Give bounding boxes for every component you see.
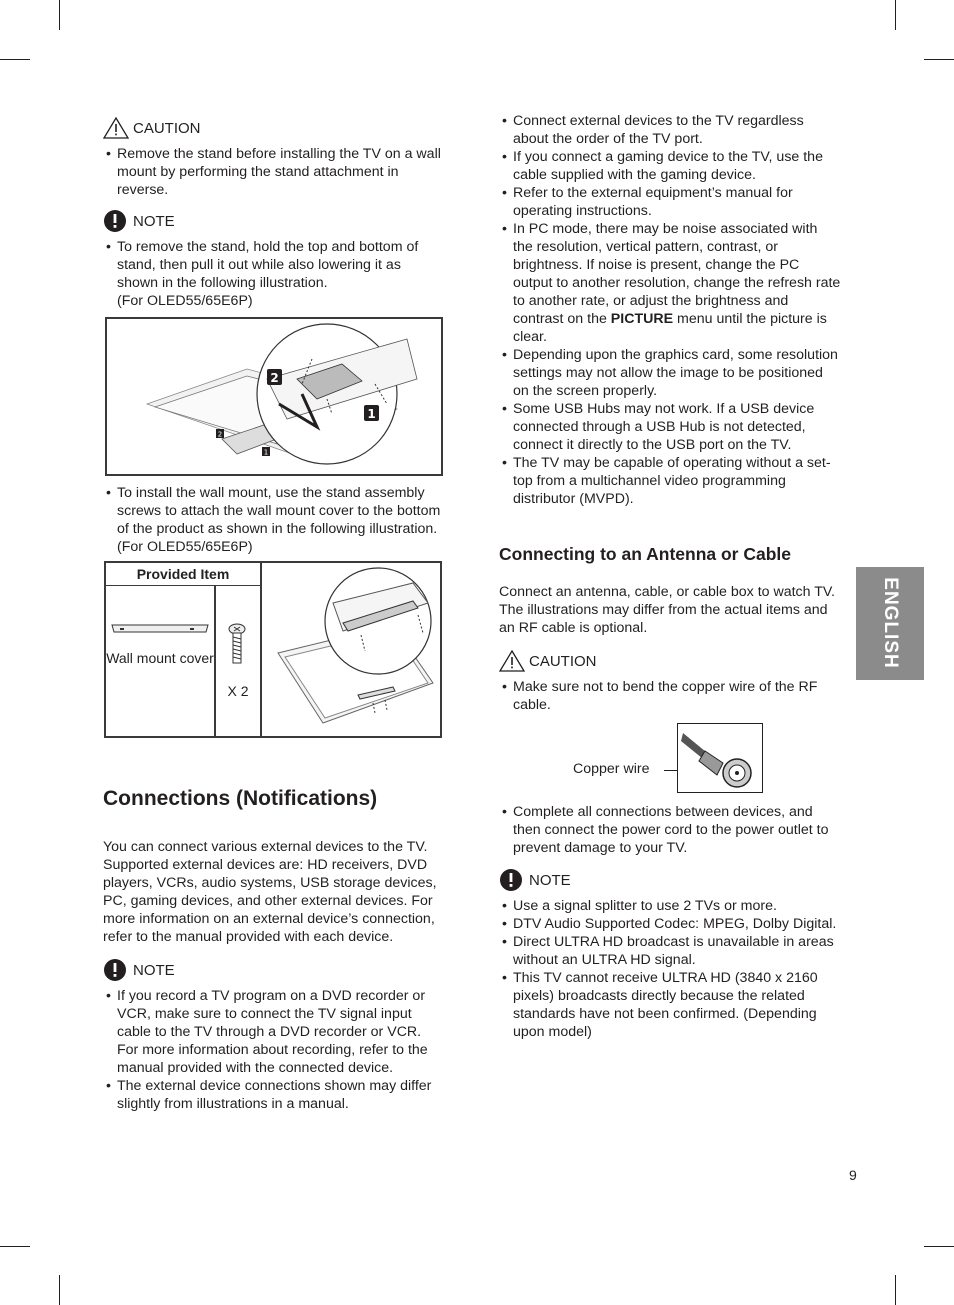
antenna-heading: Connecting to an Antenna or Cable: [499, 544, 791, 564]
list-item: [103, 238, 443, 310]
caution-title: CAUTION: [133, 119, 201, 137]
wall-mount-install-illustration: [263, 563, 442, 738]
list-item: • The TV may be capable of operating without a set-top from a multichannel video programming distributor (MVPD).: [499, 454, 841, 508]
note-icon: [103, 958, 129, 982]
note-text: To remove the stand, hold the top and bottom of stand, then pull it out while also lowering it as shown in the following illustration.: [117, 239, 419, 291]
copper-wire-label: Copper wire: [573, 761, 650, 777]
caution-heading: [103, 116, 443, 140]
connection-notes-list: [499, 112, 841, 508]
crop-mark: [924, 59, 954, 60]
wall-mount-cover-label: Wall mount cover: [106, 650, 214, 666]
crop-mark: [59, 0, 60, 30]
stand-removal-figure: [105, 317, 443, 476]
caution-list: [499, 678, 841, 714]
crop-mark: [0, 1246, 30, 1247]
complete-list: [499, 803, 841, 857]
step-label: 2: [217, 430, 223, 439]
note-heading: [499, 868, 841, 892]
pc-mode-text-end: menu until the picture is clear.: [513, 311, 827, 345]
language-tab: [856, 567, 924, 680]
note-icon: [499, 868, 525, 892]
list-item: • Make sure not to bend the copper wire of the RF cable.: [499, 678, 841, 714]
provided-item-figure: [104, 561, 442, 738]
note-list: [499, 897, 841, 1041]
list-item: • If you record a TV program on a DVD recorder or VCR, make sure to connect the TV signal input cable to the TV through a DVD recorder or VCR. For more information about recording, refer to the manual provided with the connected device.: [103, 987, 443, 1077]
antenna-body: Connect an antenna, cable, or cable box to watch TV. The illustrations may differ from the actual items and an RF cable is optional.: [499, 584, 835, 636]
list-item: • Direct ULTRA HD broadcast is unavailable in areas without an ULTRA HD signal.: [499, 933, 841, 969]
list-item: [499, 220, 841, 346]
step-label: 1: [263, 448, 269, 457]
list-item: • Depending upon the graphics card, some resolution settings may not allow the image to be positioned on the screen properly.: [499, 346, 841, 400]
connections-body: You can connect various external devices to the TV. Supported external devices are: HD receivers, DVD players, VCRs, audio systems, USB storage devices, PC, gaming devices, and other external devices. For more information on an external device’s connection, refer to the manual provided with each device.: [103, 839, 437, 945]
list-item: • If you connect a gaming device to the TV, use the cable supplied with the gaming device.: [499, 148, 841, 184]
picture-menu-label: PICTURE: [610, 311, 674, 327]
list-item: • The external device connections shown may differ slightly from illustrations in a manual.: [103, 1077, 443, 1113]
note-icon: [103, 209, 129, 233]
list-item: • Refer to the external equipment’s manual for operating instructions.: [499, 184, 841, 220]
stand-removal-illustration: [107, 319, 441, 474]
page-number: 9: [849, 1167, 857, 1183]
list-item: • Some USB Hubs may not work. If a USB device connected through a USB Hub is not detected, connect it directly to the USB port on the TV.: [499, 400, 841, 454]
note-heading: [103, 209, 443, 233]
crop-mark: [895, 0, 896, 30]
note-title: NOTE: [133, 961, 175, 979]
step-label: 1: [367, 407, 376, 421]
note-heading: [103, 958, 443, 982]
rf-connector-illustration: [677, 723, 763, 793]
caution-icon: [103, 116, 129, 140]
screw-quantity: X 2: [227, 683, 249, 699]
crop-mark: [924, 1246, 954, 1247]
note-title: NOTE: [133, 212, 175, 230]
list-item: • Complete all connections between devices, and then connect the power cord to the power outlet to prevent damage to your TV.: [499, 803, 841, 857]
note-list: [103, 987, 443, 1113]
crop-mark: [59, 1275, 60, 1305]
list-item: • To install the wall mount, use the stand assembly screws to attach the wall mount cover to the bottom of the product as shown in the following illustration. (For OLED55/65E6P): [103, 484, 443, 556]
list-item: • This TV cannot receive ULTRA HD (3840 x 2160 pixels) broadcasts directly because the related standards have not been confirmed. (Depending upon model): [499, 969, 841, 1041]
left-column: [103, 110, 443, 1113]
note-list: [103, 238, 443, 310]
caution-heading: [499, 649, 841, 673]
caution-title: CAUTION: [529, 652, 597, 670]
step-label: 2: [270, 371, 279, 385]
right-column: [499, 112, 841, 1041]
install-list: [103, 484, 443, 556]
connections-heading: Connections (Notifications): [103, 787, 378, 810]
crop-mark: [895, 1275, 896, 1305]
crop-mark: [0, 59, 30, 60]
list-item: • DTV Audio Supported Codec: MPEG, Dolby Digital.: [499, 915, 841, 933]
caution-icon: [499, 649, 525, 673]
note-title: NOTE: [529, 871, 571, 889]
list-item: • Connect external devices to the TV regardless about the order of the TV port.: [499, 112, 841, 148]
copper-wire-figure: [499, 723, 841, 795]
list-item: • Remove the stand before installing the TV on a wall mount by performing the stand attachment in reverse.: [103, 145, 443, 199]
caution-list: [103, 145, 443, 199]
wall-mount-cover-illustration: [110, 621, 210, 635]
pc-mode-text: In PC mode, there may be noise associated with the resolution, vertical pattern, contrast, or brightness. If noise is present, change the PC output to another resolution, change the refresh rate to another rate, or adjust the brightness and contrast on the: [513, 221, 841, 327]
model-note: (For OLED55/65E6P): [117, 293, 253, 309]
list-item: • Use a signal splitter to use 2 TVs or more.: [499, 897, 841, 915]
language-tab-label: ENGLISH: [880, 577, 901, 669]
provided-item-header: Provided Item: [106, 563, 261, 586]
screw-icon: [227, 623, 247, 667]
